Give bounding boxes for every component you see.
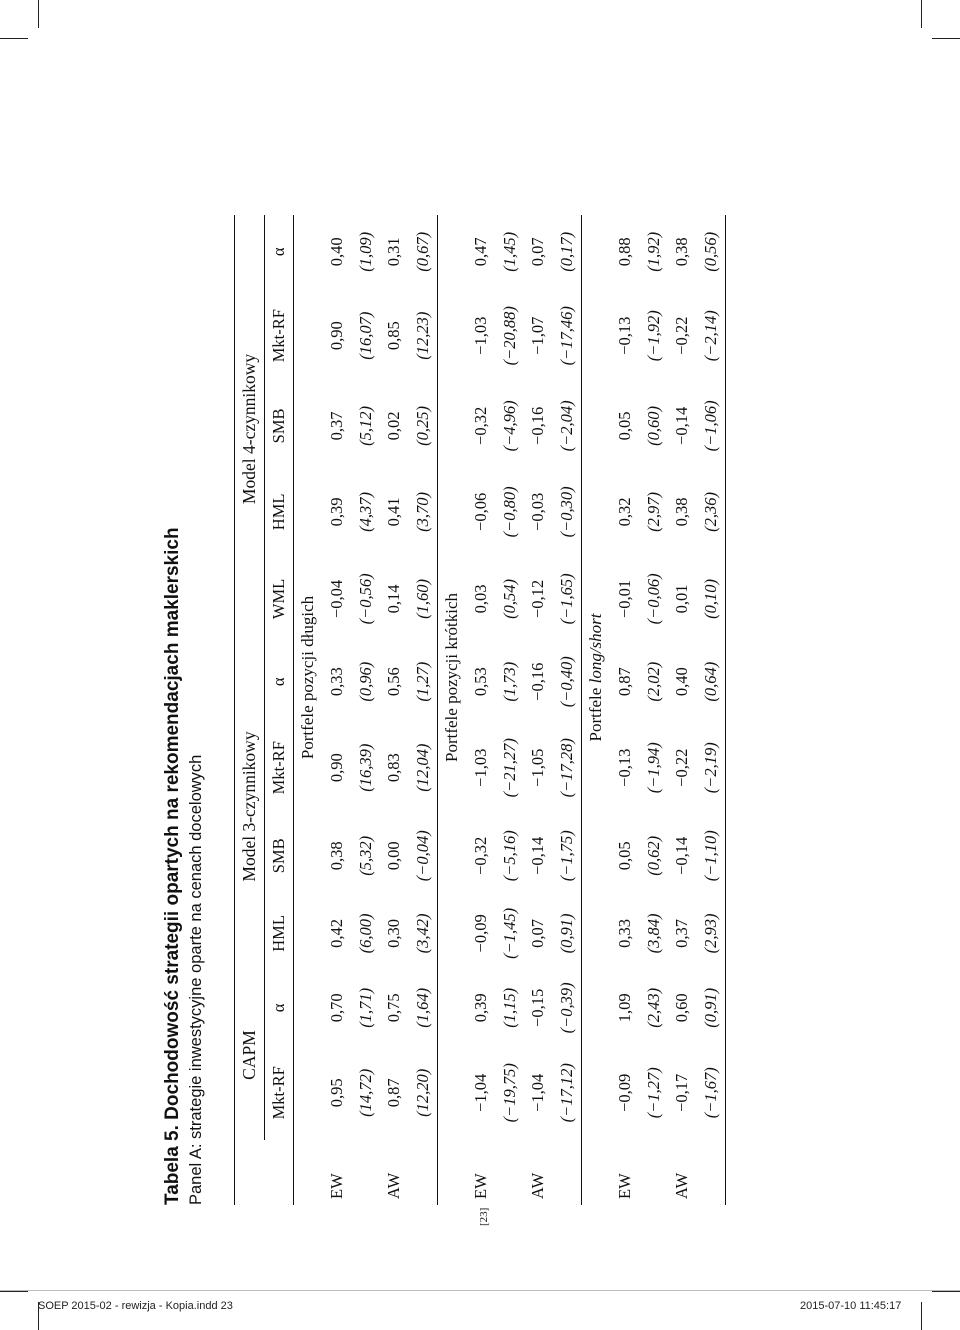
column-header: Mkt-RF bbox=[264, 721, 294, 815]
coefficient-cell: 0,85 bbox=[384, 321, 404, 351]
row-label bbox=[351, 1140, 380, 1205]
crop-mark bbox=[38, 0, 39, 28]
t-stat-cell: (−0,39) bbox=[556, 982, 576, 1034]
coefficient-cell: −1,05 bbox=[528, 748, 548, 787]
coefficient-cell: 0,56 bbox=[384, 667, 404, 697]
t-stat-cell: (12,20) bbox=[412, 1068, 432, 1117]
t-stat-cell: (−2,14) bbox=[697, 289, 726, 383]
table-title: Tabela 5. Dochodowość strategii opartych na rekomendacjach maklerskich bbox=[162, 527, 183, 1205]
t-stat-cell: (12,04) bbox=[412, 743, 432, 792]
coefficient-cell: −0,13 bbox=[615, 748, 635, 787]
coefficient-cell: −0,14 bbox=[528, 836, 548, 875]
coefficient-cell: 0,05 bbox=[615, 411, 635, 441]
row-label bbox=[639, 1140, 668, 1205]
t-stat-cell: (−1,92) bbox=[643, 310, 663, 362]
column-header-row bbox=[264, 215, 294, 1205]
t-stat-cell: (−0,30) bbox=[556, 486, 576, 538]
coefficient-cell: 0,32 bbox=[615, 497, 635, 527]
row-label: EW bbox=[471, 1173, 491, 1199]
coefficient-cell: −0,16 bbox=[528, 406, 548, 445]
coefficient-cell: 0,01 bbox=[672, 584, 692, 614]
rotated-page bbox=[140, 5, 900, 1205]
column-header: α bbox=[264, 643, 294, 721]
coefficient-cell: 0,47 bbox=[471, 237, 491, 267]
coefficient-cell: 0,83 bbox=[384, 753, 404, 783]
coefficient-cell: −0,15 bbox=[528, 988, 548, 1027]
t-stat-cell: (5,32) bbox=[355, 835, 375, 876]
t-stat-cell: (−17,28) bbox=[556, 738, 576, 798]
t-stat-cell: (−2,19) bbox=[697, 721, 726, 815]
t-stat-cell: (−1,67) bbox=[697, 1046, 726, 1140]
row-label: AW bbox=[672, 1172, 692, 1199]
t-stat-cell: (−2,04) bbox=[556, 400, 576, 452]
t-stat-cell: (−5,16) bbox=[499, 830, 519, 882]
t-stat-cell: (−0,04) bbox=[412, 830, 432, 882]
coefficient-cell: −0,22 bbox=[672, 748, 692, 787]
t-stat-cell: (−1,45) bbox=[499, 907, 519, 959]
t-stat-cell: (−0,80) bbox=[499, 486, 519, 538]
column-header: SMB bbox=[264, 383, 294, 469]
section-title bbox=[582, 215, 611, 1140]
table-row bbox=[668, 215, 697, 1205]
t-stat-cell: (1,73) bbox=[499, 661, 519, 702]
t-stat-cell: (−0,56) bbox=[355, 573, 375, 625]
group-header-3factor: Model 3-czynnikowy bbox=[235, 643, 265, 970]
t-stat-cell: (14,72) bbox=[355, 1068, 375, 1117]
t-stat-cell: (1,64) bbox=[412, 987, 432, 1028]
t-stat-cell: (−1,27) bbox=[643, 1067, 663, 1119]
row-label: AW bbox=[384, 1172, 404, 1199]
t-stat-cell: (−1,65) bbox=[556, 573, 576, 625]
column-header: WML bbox=[264, 555, 294, 643]
section-title-italic: long/short bbox=[586, 613, 606, 684]
row-label bbox=[553, 1140, 582, 1205]
table-row bbox=[495, 215, 524, 1205]
t-stat-cell: (3,84) bbox=[643, 913, 663, 954]
footer-file-name: SOEP 2015-02 - rewizja - Kopia.indd 23 bbox=[38, 1300, 233, 1312]
t-stat-cell: (0,91) bbox=[556, 913, 576, 954]
t-stat-cell: (0,10) bbox=[697, 555, 726, 643]
t-stat-cell: (2,93) bbox=[697, 897, 726, 970]
coefficient-cell: −0,06 bbox=[471, 492, 491, 531]
t-stat-cell: (−1,06) bbox=[697, 383, 726, 469]
table-row bbox=[553, 215, 582, 1205]
t-stat-cell: (16,07) bbox=[355, 311, 375, 360]
coefficient-cell: 0,02 bbox=[384, 411, 404, 441]
coefficient-cell: 0,37 bbox=[672, 918, 692, 948]
coefficient-cell: −0,13 bbox=[615, 316, 635, 355]
coefficient-cell: −0,09 bbox=[615, 1073, 635, 1112]
t-stat-cell: (−20,88) bbox=[499, 306, 519, 366]
coefficient-cell: 0,14 bbox=[384, 584, 404, 614]
t-stat-cell: (0,64) bbox=[697, 643, 726, 721]
coefficient-cell: 0,07 bbox=[528, 237, 548, 267]
section-title bbox=[438, 215, 467, 1140]
section-header-row bbox=[582, 215, 611, 1205]
column-header: Mkt-RF bbox=[264, 289, 294, 383]
coefficient-cell: 0,90 bbox=[327, 753, 347, 783]
coefficient-cell: −0,01 bbox=[615, 579, 635, 618]
t-stat-cell: (0,17) bbox=[556, 231, 576, 272]
coefficient-cell: 0,31 bbox=[384, 237, 404, 267]
coefficient-cell: −1,03 bbox=[471, 316, 491, 355]
t-stat-cell: (−0,06) bbox=[643, 573, 663, 625]
table-row bbox=[697, 215, 726, 1205]
t-stat-cell: (6,00) bbox=[355, 913, 375, 954]
row-label bbox=[697, 1140, 726, 1205]
coefficient-cell: −0,32 bbox=[471, 836, 491, 875]
coefficient-cell: 0,33 bbox=[327, 667, 347, 697]
table-row bbox=[611, 215, 640, 1205]
coefficient-cell: −0,04 bbox=[327, 579, 347, 618]
t-stat-cell: (−1,94) bbox=[643, 742, 663, 794]
coefficient-cell: −0,09 bbox=[471, 914, 491, 953]
t-stat-cell: (0,25) bbox=[412, 405, 432, 446]
coefficient-cell: 0,39 bbox=[471, 993, 491, 1023]
t-stat-cell: (−0,40) bbox=[556, 656, 576, 708]
row-label: AW bbox=[528, 1172, 548, 1199]
section-title bbox=[294, 215, 323, 1140]
t-stat-cell: (2,36) bbox=[697, 469, 726, 555]
coefficient-cell: −1,04 bbox=[471, 1073, 491, 1112]
coefficient-cell: 0,38 bbox=[327, 841, 347, 871]
column-header: HML bbox=[264, 469, 294, 555]
section-title-text: Portfele pozycji krótkich bbox=[442, 592, 462, 762]
coefficient-cell: 0,53 bbox=[471, 667, 491, 697]
coefficient-cell: 0,38 bbox=[672, 497, 692, 527]
t-stat-cell: (2,02) bbox=[643, 661, 663, 702]
coefficient-cell: 0,90 bbox=[327, 321, 347, 351]
row-label bbox=[409, 1140, 438, 1205]
t-stat-cell: (1,92) bbox=[643, 231, 663, 272]
t-stat-cell: (1,27) bbox=[412, 661, 432, 702]
t-stat-cell: (1,15) bbox=[499, 987, 519, 1028]
t-stat-cell: (16,39) bbox=[355, 743, 375, 792]
coefficient-cell: −1,04 bbox=[528, 1073, 548, 1112]
crop-mark bbox=[921, 1302, 922, 1330]
table-row bbox=[323, 215, 352, 1205]
coefficient-cell: 0,07 bbox=[528, 918, 548, 948]
table-row bbox=[639, 215, 668, 1205]
coefficient-cell: 0,87 bbox=[384, 1078, 404, 1108]
results-table bbox=[234, 215, 726, 1205]
coefficient-cell: 0,75 bbox=[384, 993, 404, 1023]
t-stat-cell: (2,43) bbox=[643, 987, 663, 1028]
t-stat-cell: (2,97) bbox=[643, 491, 663, 532]
column-header: α bbox=[264, 215, 294, 289]
coefficient-cell: −1,07 bbox=[528, 316, 548, 355]
table-caption bbox=[162, 527, 208, 1205]
t-stat-cell: (4,37) bbox=[355, 491, 375, 532]
footer-divider bbox=[0, 1290, 960, 1291]
t-stat-cell: (−4,96) bbox=[499, 400, 519, 452]
group-header-row bbox=[235, 215, 265, 1205]
coefficient-cell: 1,09 bbox=[615, 993, 635, 1023]
section-header-row bbox=[294, 215, 323, 1205]
table-subtitle: Panel A: strategie inwestycyjne oparte na cenach docelowych bbox=[187, 754, 205, 1205]
crop-mark bbox=[932, 1291, 960, 1292]
coefficient-cell: 0,38 bbox=[672, 237, 692, 267]
coefficient-cell: −0,03 bbox=[528, 492, 548, 531]
coefficient-cell: 0,87 bbox=[615, 667, 635, 697]
coefficient-cell: 0,30 bbox=[384, 918, 404, 948]
table-row bbox=[380, 215, 409, 1205]
t-stat-cell: (−1,75) bbox=[556, 830, 576, 882]
t-stat-cell: (3,70) bbox=[412, 491, 432, 532]
t-stat-cell: (3,42) bbox=[412, 913, 432, 954]
table-row bbox=[524, 215, 553, 1205]
coefficient-cell: 0,03 bbox=[471, 584, 491, 614]
t-stat-cell: (0,96) bbox=[355, 661, 375, 702]
coefficient-cell: 0,88 bbox=[615, 237, 635, 267]
t-stat-cell: (0,91) bbox=[697, 970, 726, 1046]
t-stat-cell: (1,45) bbox=[499, 231, 519, 272]
t-stat-cell: (−1,10) bbox=[697, 815, 726, 897]
group-header-capm: CAPM bbox=[235, 970, 265, 1140]
t-stat-cell: (1,60) bbox=[412, 578, 432, 619]
coefficient-cell: −0,17 bbox=[672, 1073, 692, 1112]
coefficient-cell: 0,39 bbox=[327, 497, 347, 527]
crop-mark bbox=[0, 1291, 28, 1292]
coefficient-cell: 0,00 bbox=[384, 841, 404, 871]
coefficient-cell: −0,12 bbox=[528, 579, 548, 618]
coefficient-cell: 0,60 bbox=[672, 993, 692, 1023]
section-title-text: Portfele pozycji długich bbox=[298, 595, 318, 760]
t-stat-cell: (12,23) bbox=[412, 311, 432, 360]
crop-mark bbox=[932, 38, 960, 39]
t-stat-cell: (−19,75) bbox=[499, 1063, 519, 1123]
column-header: α bbox=[264, 970, 294, 1046]
table-row bbox=[351, 215, 380, 1205]
table-row bbox=[409, 215, 438, 1205]
coefficient-cell: 0,40 bbox=[327, 237, 347, 267]
t-stat-cell: (5,12) bbox=[355, 405, 375, 446]
coefficient-cell: −0,14 bbox=[672, 836, 692, 875]
row-label bbox=[495, 1140, 524, 1205]
column-header: Mkt-RF bbox=[264, 1046, 294, 1140]
t-stat-cell: (0,54) bbox=[499, 578, 519, 619]
coefficient-cell: 0,95 bbox=[327, 1078, 347, 1108]
coefficient-cell: 0,70 bbox=[327, 993, 347, 1023]
footer-timestamp: 2015-07-10 11:45:17 bbox=[800, 1300, 902, 1312]
t-stat-cell: (−17,12) bbox=[556, 1063, 576, 1123]
coefficient-cell: −0,16 bbox=[528, 662, 548, 701]
coefficient-cell: −0,32 bbox=[471, 406, 491, 445]
coefficient-cell: −1,03 bbox=[471, 748, 491, 787]
t-stat-cell: (−17,46) bbox=[556, 306, 576, 366]
coefficient-cell: 0,05 bbox=[615, 841, 635, 871]
section-title-text: Portfele bbox=[586, 687, 606, 742]
table-row bbox=[467, 215, 496, 1205]
t-stat-cell: (−21,27) bbox=[499, 738, 519, 798]
group-header-4factor: Model 4-czynnikowy bbox=[235, 215, 265, 643]
t-stat-cell: (0,56) bbox=[697, 215, 726, 289]
coefficient-cell: 0,33 bbox=[615, 918, 635, 948]
t-stat-cell: (1,09) bbox=[355, 231, 375, 272]
column-header: HML bbox=[264, 897, 294, 970]
coefficient-cell: −0,14 bbox=[672, 406, 692, 445]
row-label: EW bbox=[615, 1173, 635, 1199]
t-stat-cell: (1,71) bbox=[355, 987, 375, 1028]
t-stat-cell: (0,62) bbox=[643, 835, 663, 876]
coefficient-cell: 0,40 bbox=[672, 667, 692, 697]
t-stat-cell: (0,67) bbox=[412, 231, 432, 272]
t-stat-cell: (0,60) bbox=[643, 405, 663, 446]
section-header-row bbox=[438, 215, 467, 1205]
coefficient-cell: 0,37 bbox=[327, 411, 347, 441]
crop-mark bbox=[0, 38, 28, 39]
column-header: SMB bbox=[264, 815, 294, 897]
row-label: EW bbox=[327, 1173, 347, 1199]
page-number: [23] bbox=[478, 1207, 490, 1226]
coefficient-cell: 0,41 bbox=[384, 497, 404, 527]
coefficient-cell: −0,22 bbox=[672, 316, 692, 355]
crop-mark bbox=[921, 0, 922, 28]
coefficient-cell: 0,42 bbox=[327, 918, 347, 948]
